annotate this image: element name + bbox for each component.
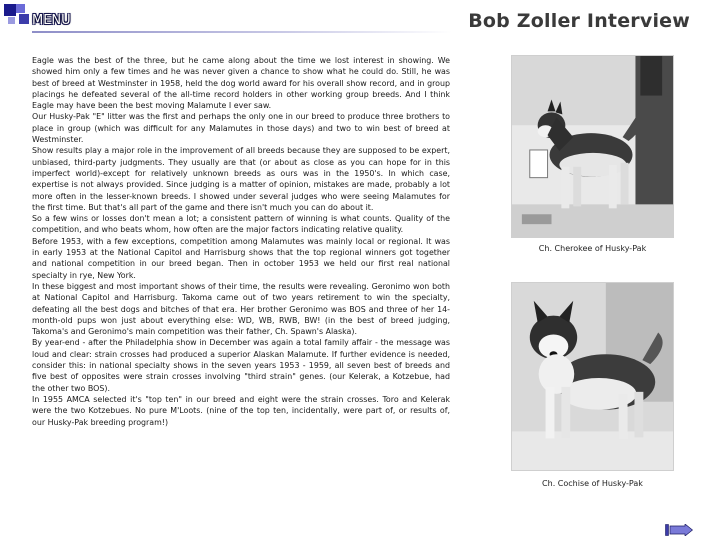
article-paragraph: Eagle was the best of the three, but he came along about the time we lost interest in showing. We showed him only a few times and he was never given a chance to show what he could do. Still, he was best of breed at Westminster in 1958, held the dog world award for his overall show record, and in group placings he defeated several of the all-time record holders in other working group breeds. And I think Eagle may have been the best moving Malamute I ever saw. xyxy=(32,56,450,111)
article-paragraph: In 1955 AMCA selected it's "top ten" in our breed and eight were the strain crosses. Toro and Kelerak were the two Kotzebues. No pure M'Loots. (nine of the top ten, incidentally, were part of, or results of, our Husky-Pak breeding program!) xyxy=(32,394,450,427)
article-body xyxy=(32,55,450,428)
article-paragraph: Show results play a major role in the improvement of all breeds because they are supposed to be expert, unbiased, third-party judgments. They usually are that (or about as close as you can hope for in this imperfect world)-except for relatively unknown breeds as ours was in the 1950's. In which case, expertise is not always provided. Since judging is a matter of opinion, mistakes are made, probably a lot more often in the lesser-known breeds. I showed under several judges who were seeing Malamutes for the first time. But that's all part of the game and there isn't much you can do about it. xyxy=(32,146,450,212)
photo-caption: Ch. Cherokee of Husky-Pak xyxy=(538,244,647,253)
article-paragraph: Our Husky-Pak "E" litter was the first and perhaps the only one in our breed to produce three brothers to place in group (which was difficult for any Malamutes in those days) and two to win best of breed at Westminster. xyxy=(32,112,450,145)
corner-square-decoration xyxy=(16,4,25,13)
photo-caption: Ch. Cochise of Husky-Pak xyxy=(542,479,643,488)
corner-square-decoration xyxy=(8,17,15,24)
next-arrow-button[interactable] xyxy=(665,524,693,536)
dog-photo-icon xyxy=(512,56,673,237)
page-title: Bob Zoller Interview xyxy=(468,10,690,32)
article-paragraph: In these biggest and most important shows of their time, the results were revealing. Geronimo won both at National Capitol and Harrisburg. Takoma came out of two years retirement to win the specialty, defeating all the best dogs and bitches of that era. Her brother Geronimo was BOS and three of her 14-month-old pups won just about everything else: WD, WB, RWB, BW! (in the best of breed judging, Takoma's and Geronimo's main competition was their father, Ch. Spawn's Alaska). xyxy=(32,281,450,337)
article-paragraph: Before 1953, with a few exceptions, competition among Malamutes was mainly local or regional. It was in early 1953 at the National Capitol and Harrisburg shows that the top regional winners got together and national competition in our breed began. Then in october 1953 we held our first real national specialty in rye, New York. xyxy=(32,236,450,280)
article-paragraph: So a few wins or losses don't mean a lot; a consistent pattern of winning is what counts. Quality of the competition, and who beats whom, how often are the major factors indicating relative quality. xyxy=(32,214,450,235)
next-arrow-icon xyxy=(665,524,693,536)
dog-photo-cochise xyxy=(511,282,674,471)
corner-square-decoration xyxy=(4,4,16,16)
header-divider xyxy=(32,31,452,33)
corner-square-decoration xyxy=(19,14,29,24)
article-paragraph: By year-end - after the Philadelphia show in December was again a total family affair - the message was loud and clear: strain crosses had produced a superior Alaskan Malamute. If further evidence is needed, consider this: in national specialty shows in the seven years 1953 - 1959, all seven best of breeds and five best of opposites were strain crosses involving "third strain" genes. (our Kelerak, a Kotzebue, had the other two BOS). xyxy=(32,338,450,393)
dog-photo-cherokee xyxy=(511,55,674,238)
menu-button[interactable]: MENU xyxy=(32,13,71,28)
dog-photo-icon xyxy=(512,283,673,470)
